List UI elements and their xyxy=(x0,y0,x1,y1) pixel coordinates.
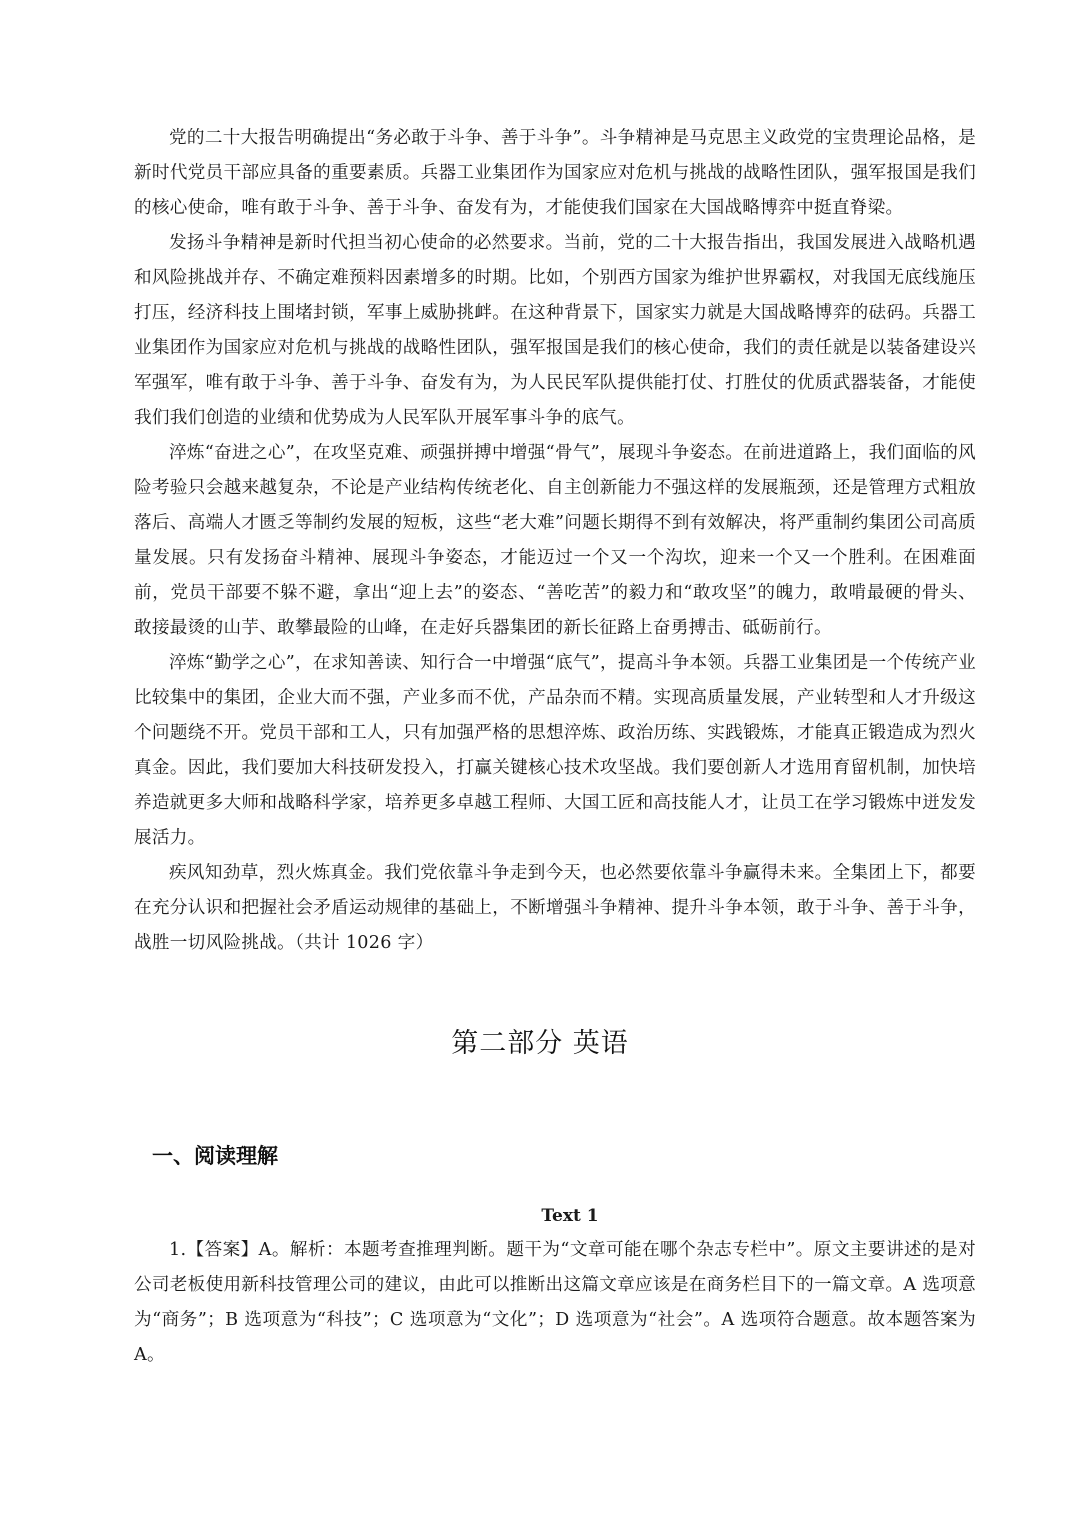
answer-block xyxy=(134,1233,976,1373)
answer-paragraph: 1.【答案】A。解析：本题考查推理判断。题干为“文章可能在哪个杂志专栏中”。原文主要讲述的是对公司老板使用新科技管理公司的建议，由此可以推断出这篇文章应该是在商务栏目下的一篇文章。A 选项意为“商务”；B 选项意为“科技”；C 选项意为“文化”；D 选项意为“社会”。A 选项符合题意。故本题答案为 A。 xyxy=(134,1240,977,1365)
essay-paragraph-3: 淬炼“奋进之心”，在攻坚克难、顽强拼搏中增强“骨气”，展现斗争姿态。在前进道路上，我们面临的风险考验只会越来越复杂，不论是产业结构传统老化、自主创新能力不强这样的发展瓶颈，还是管理方式粗放落后、高端人才匮乏等制约发展的短板，这些“老大难”问题长期得不到有效解决，将严重制约集团公司高质量发展。只有发扬奋斗精神、展现斗争姿态，才能迈过一个又一个沟坎，迎来一个又一个胜利。在困难面前，党员干部要不躲不避，拿出“迎上去”的姿态、“善吃苦”的毅力和“敢攻坚”的魄力，敢啃最硬的骨头、敢接最烫的山芋、敢攀最险的山峰，在走好兵器集团的新长征路上奋勇搏击、砥砺前行。 xyxy=(134,443,976,638)
section-heading: 一、阅读理解 xyxy=(152,1144,278,1168)
essay-paragraph-5: 疾风知劲草，烈火炼真金。我们党依靠斗争走到今天，也必然要依靠斗争赢得未来。全集团上下，都要在充分认识和把握社会矛盾运动规律的基础上，不断增强斗争精神、提升斗争本领，敢于斗争、善于斗争，战胜一切风险挑战。（共计 1026 字） xyxy=(134,863,976,953)
essay-body xyxy=(134,121,976,961)
essay-paragraph-1: 党的二十大报告明确提出“务必敢于斗争、善于斗争”。斗争精神是马克思主义政党的宝贵理论品格，是新时代党员干部应具备的重要素质。兵器工业集团作为国家应对危机与挑战的战略性团队，强军报国是我们的核心使命，唯有敢于斗争、善于斗争、奋发有为，才能使我们国家在大国战略博弈中挺直脊梁。 xyxy=(134,128,976,218)
essay-paragraph-4: 淬炼“勤学之心”，在求知善读、知行合一中增强“底气”，提高斗争本领。兵器工业集团是一个传统产业比较集中的集团，企业大而不强，产业多而不优，产品杂而不精。实现高质量发展，产业转型和人才升级这个问题绕不开。党员干部和工人，只有加强严格的思想淬炼、政治历练、实践锻炼，才能真正锻造成为烈火真金。因此，我们要加大科技研发投入，打赢关键核心技术攻坚战。我们要创新人才选用育留机制，加快培养造就更多大师和战略科学家，培养更多卓越工程师、大国工匠和高技能人才，让员工在学习锻炼中迸发发展活力。 xyxy=(134,653,976,848)
text-label: Text 1 xyxy=(541,1206,599,1226)
part-title: 第二部分 英语 xyxy=(451,1028,629,1059)
essay-paragraph-2: 发扬斗争精神是新时代担当初心使命的必然要求。当前，党的二十大报告指出，我国发展进入战略机遇和风险挑战并存、不确定难预料因素增多的时期。比如，个别西方国家为维护世界霸权，对我国无底线施压打压，经济科技上围堵封锁，军事上威胁挑衅。在这种背景下，国家实力就是大国战略博弈的砝码。兵器工业集团作为国家应对危机与挑战的战略性团队，强军报国是我们的核心使命，我们的责任就是以装备建设兴军强军，唯有敢于斗争、善于斗争、奋发有为，为人民民军队提供能打仗、打胜仗的优质武器装备，才能使我们我们创造的业绩和优势成为人民军队开展军事斗争的底气。 xyxy=(134,233,976,428)
